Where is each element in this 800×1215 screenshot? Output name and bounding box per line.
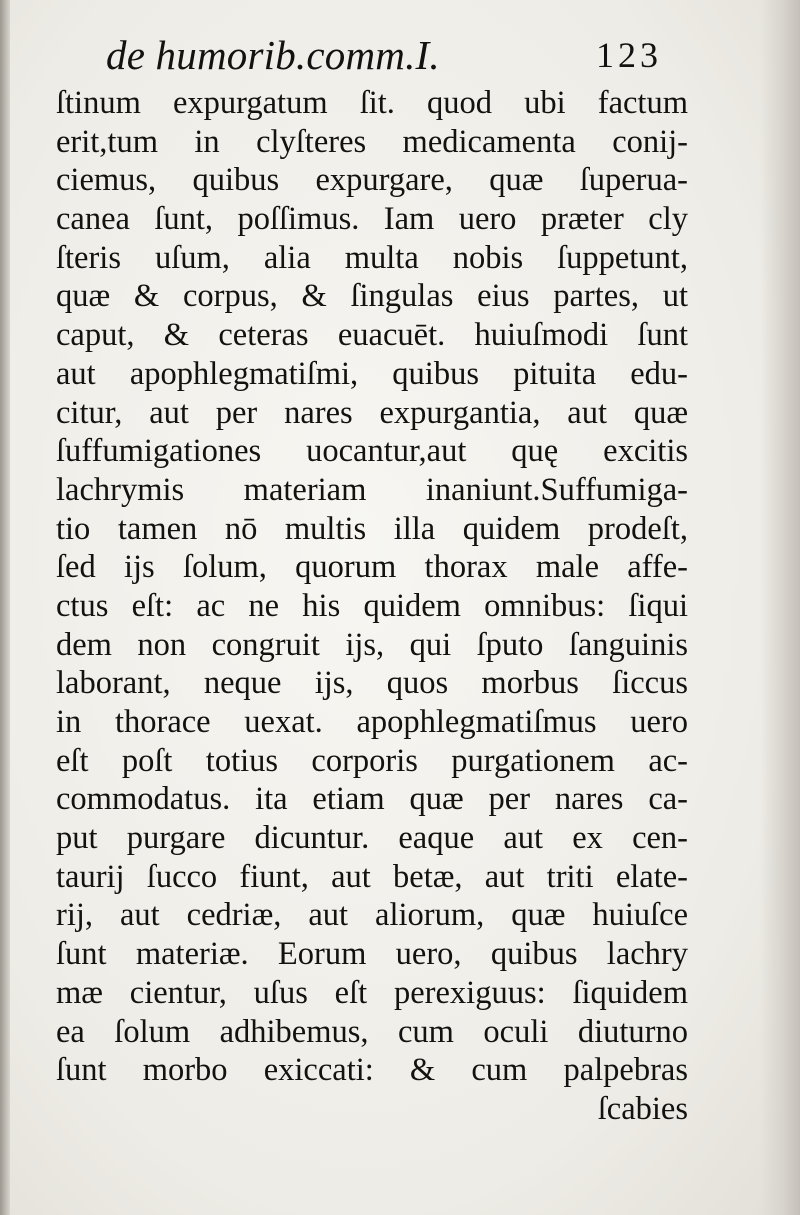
page-number: 123 (596, 35, 662, 75)
text-line: taurij ſucco fiunt, aut betæ, aut triti elate- (56, 858, 688, 895)
text-line: erit,tum in clyſteres medicamenta conij- (56, 123, 688, 160)
text-line: dem non congruit ijs, qui ſputo ſanguinis (56, 626, 688, 663)
text-line: mæ cientur, uſus eſt perexiguus: ſiquidem (56, 974, 688, 1011)
text-line: tio tamen nō multis illa quidem prodeſt, (56, 510, 688, 547)
text-line: rij, aut cedriæ, aut aliorum, quæ huiuſce (56, 897, 688, 934)
text-line: ſteris uſum, alia multa nobis ſuppetunt, (56, 239, 688, 276)
catchword: ſcabies (597, 1090, 688, 1127)
page-gutter-shadow (0, 0, 10, 1215)
text-line: ſunt materiæ. Eorum uero, quibus lachry (56, 936, 688, 973)
running-head (100, 30, 680, 80)
text-line: quæ & corpus, & ſingulas eius partes, ut (56, 278, 688, 315)
body-text (56, 84, 688, 1129)
text-line: canea ſunt, poſſimus. Iam uero præter cly (56, 201, 688, 238)
text-line: ctus eſt: ac ne his quidem omnibus: ſiqui (56, 587, 688, 624)
text-line: ſuffumigationes uocantur,aut quę excitis (56, 433, 688, 470)
text-line: aut apophlegmatiſmi, quibus pituita edu- (56, 355, 688, 392)
running-title: de humorib.comm.I. (106, 32, 440, 78)
text-line: ea ſolum adhibemus, cum oculi diuturno (56, 1013, 688, 1050)
text-line: ſunt morbo exiccati: & cum palpebras (56, 1052, 688, 1089)
text-line: commodatus. ita etiam quæ per nares ca- (56, 781, 688, 818)
text-line: put purgare dicuntur. eaque aut ex cen- (56, 820, 688, 857)
text-line: ciemus, quibus expurgare, quæ ſuperua- (56, 162, 688, 199)
text-line: ſed ijs ſolum, quorum thorax male affe- (56, 549, 688, 586)
text-line: eſt poſt totius corporis purgationem ac- (56, 742, 688, 779)
text-line: laborant, neque ijs, quos morbus ſiccus (56, 665, 688, 702)
text-line: in thorace uexat. apophlegmatiſmus uero (56, 704, 688, 740)
text-line: caput, & ceteras euacuēt. huiuſmodi ſunt (56, 317, 688, 354)
text-line: ſtinum expurgatum ſit. quod ubi factum (56, 85, 688, 121)
text-line: citur, aut per nares expurgantia, aut quæ (56, 394, 688, 431)
page-edge-shadow (760, 0, 800, 1215)
text-line: lachrymis materiam inaniunt.Suffumiga- (56, 471, 688, 508)
